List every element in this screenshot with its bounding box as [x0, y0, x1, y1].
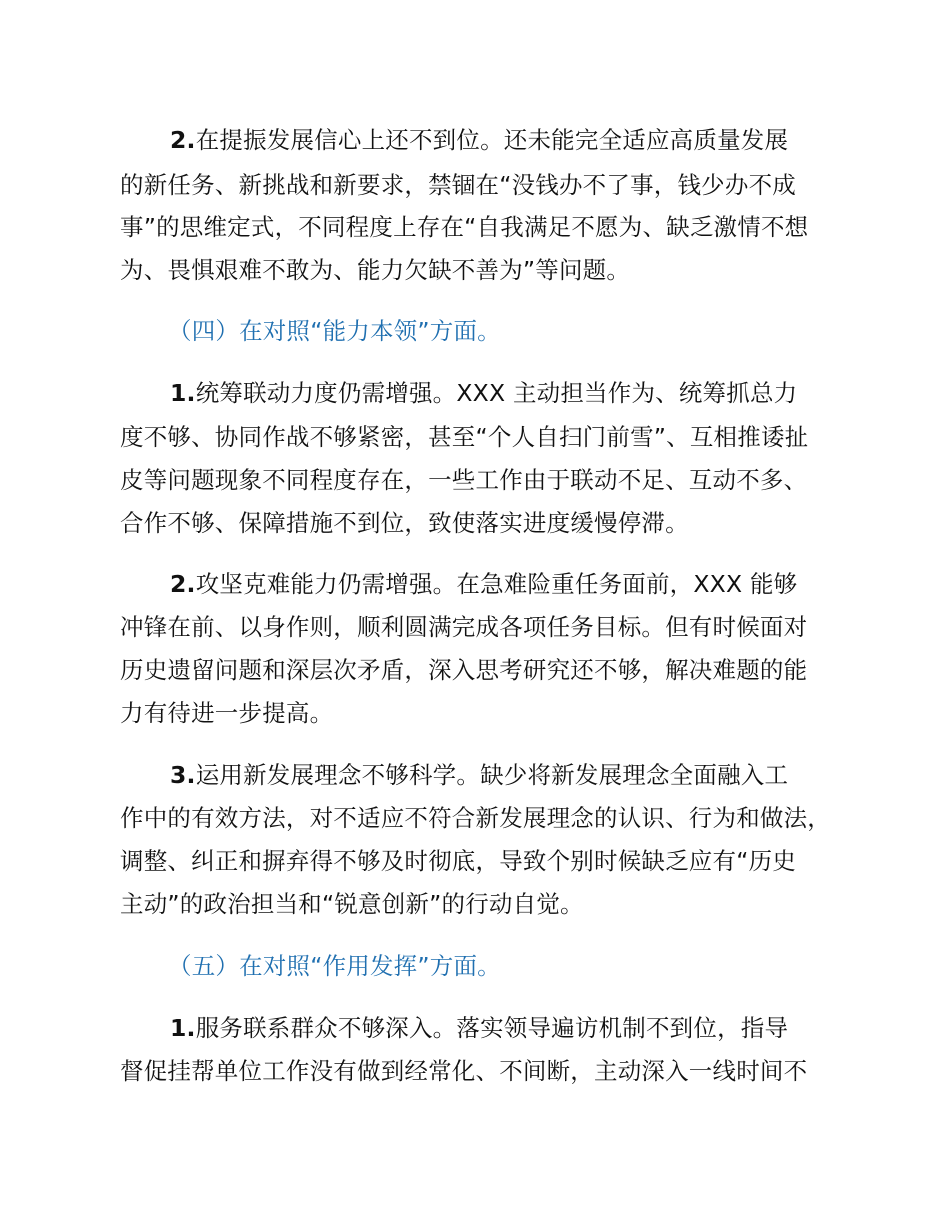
paragraph-line: 为、畏惧艰难不敢为、能力欠缺不善为”等问题。	[120, 256, 631, 284]
item-number: 2.	[170, 126, 196, 154]
paragraph-line: 合作不够、保障措施不到位，致使落实进度缓慢停滞。	[120, 509, 689, 537]
paragraph-first-line	[170, 760, 788, 790]
section-heading: （五）在对照“作用发挥”方面。	[168, 952, 501, 980]
section-heading: （四）在对照“能力本领”方面。	[168, 317, 501, 345]
paragraph-first-line	[170, 569, 797, 599]
line-text: 服务联系群众不够深入。落实领导遍访机制不到位，指导	[195, 1014, 789, 1042]
item-number: 1.	[170, 1014, 196, 1042]
paragraph-line: 冲锋在前、以身作则，顺利圆满完成各项任务目标。但有时候面对	[120, 613, 808, 641]
line-text: 在提振发展信心上还不到位。还未能完全适应高质量发展	[195, 126, 789, 154]
item-number: 2.	[170, 570, 196, 598]
paragraph-line: 度不够、协同作战不够紧密，甚至“个人自扫门前雪”、互相推诿扯	[120, 423, 809, 451]
paragraph-line: 督促挂帮单位工作没有做到经常化、不间断，主动深入一线时间不	[120, 1057, 808, 1085]
item-number: 1.	[170, 379, 196, 407]
paragraph-line: 主动”的政治担当和“锐意创新”的行动自觉。	[120, 890, 584, 918]
paragraph-line: 皮等问题现象不同程度存在，一些工作由于联动不足、互动不多、	[120, 466, 808, 494]
line-text: 统筹联动力度仍需增强。XXX 主动担当作为、统筹抓总力	[195, 379, 798, 407]
paragraph-line: 作中的有效方法，对不适应不符合新发展理念的认识、行为和做法，	[120, 804, 831, 832]
line-text: 运用新发展理念不够科学。缺少将新发展理念全面融入工	[195, 761, 789, 789]
paragraph-first-line	[170, 378, 797, 408]
item-number: 3.	[170, 761, 196, 789]
line-text: 攻坚克难能力仍需增强。在急难险重任务面前，XXX 能够	[195, 570, 798, 598]
paragraph-line: 事”的思维定式，不同程度上存在“自我满足不愿为、缺乏激情不想	[120, 213, 809, 241]
paragraph-first-line	[170, 125, 788, 155]
paragraph-line: 的新任务、新挑战和新要求，禁锢在“没钱办不了事，钱少办不成	[120, 171, 796, 199]
paragraph-line: 历史遗留问题和深层次矛盾，深入思考研究还不够，解决难题的能	[120, 656, 808, 684]
paragraph-line: 调整、纠正和摒弃得不够及时彻底，导致个别时候缺乏应有“历史	[120, 847, 796, 875]
paragraph-first-line	[170, 1013, 788, 1043]
paragraph-line: 力有待进一步提高。	[120, 699, 334, 727]
